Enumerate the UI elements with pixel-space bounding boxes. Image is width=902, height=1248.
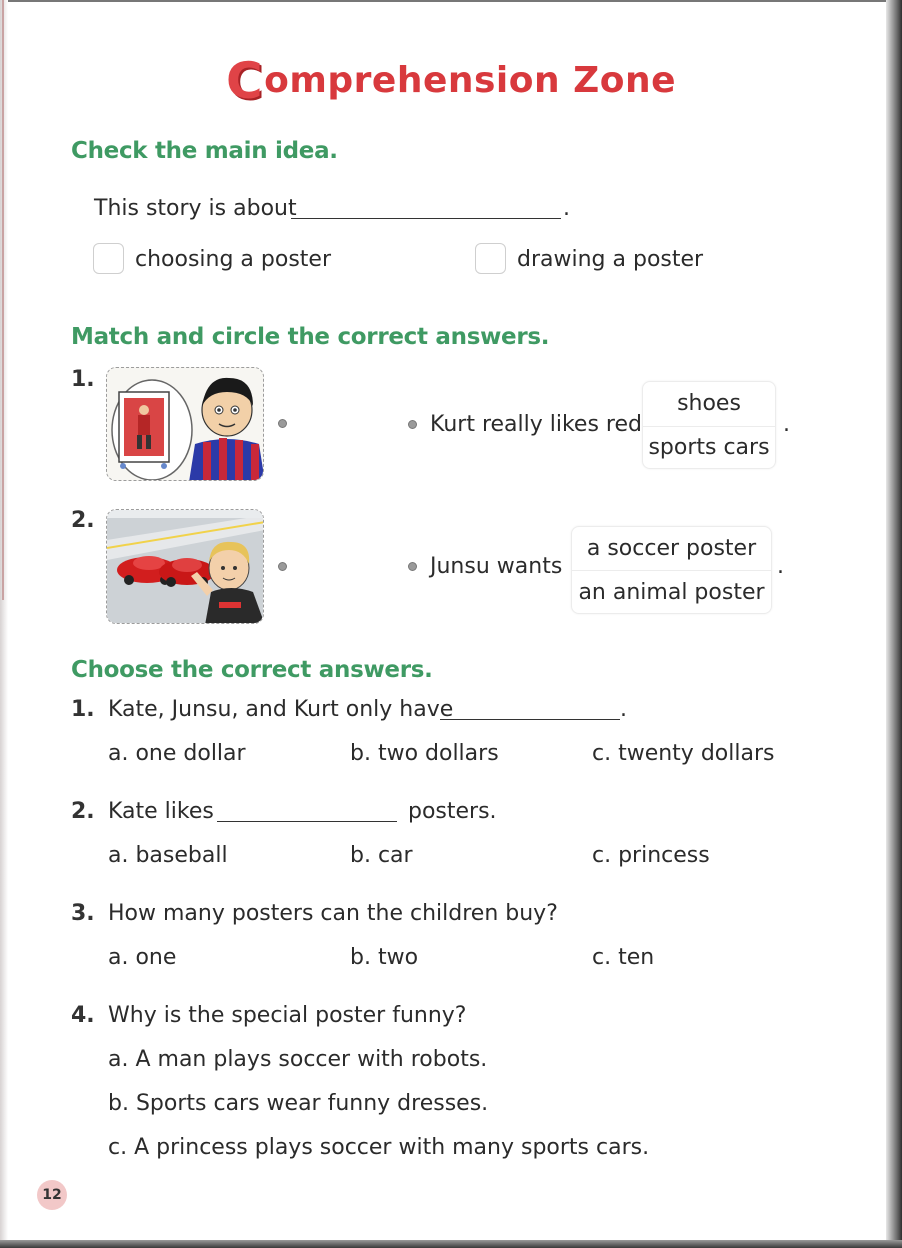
choice-soccer-poster[interactable]: a soccer poster: [586, 536, 757, 561]
match-choices-1: [642, 381, 776, 469]
choice-animal-poster[interactable]: an animal poster: [578, 580, 765, 605]
q1-option-a[interactable]: a. one dollar: [108, 741, 246, 766]
scan-edge-top: [0, 0, 902, 2]
choice-divider: [643, 426, 775, 427]
option-label-1: choosing a poster: [135, 247, 332, 272]
match-dot-right-2[interactable]: [408, 562, 417, 571]
scan-edge-bottom: [0, 1240, 902, 1248]
question-period-1: .: [620, 697, 627, 722]
question-after-2: posters.: [408, 799, 497, 824]
match-number-2: 2.: [71, 508, 95, 533]
question-number-3: 3.: [71, 901, 95, 926]
question-text-3: How many posters can the children buy?: [108, 901, 558, 926]
q1-option-b[interactable]: b. two dollars: [350, 741, 499, 766]
q3-option-a[interactable]: a. one: [108, 945, 177, 970]
match-dot-left-2[interactable]: [278, 562, 287, 571]
question-number-1: 1.: [71, 697, 95, 722]
choice-shoes[interactable]: shoes: [677, 391, 741, 416]
q1-option-c[interactable]: c. twenty dollars: [592, 741, 775, 766]
match-dot-right-1[interactable]: [408, 420, 417, 429]
choice-divider: [572, 570, 771, 571]
match-sentence-1: Kurt really likes red: [430, 412, 642, 437]
page-number: 12: [37, 1180, 67, 1210]
match-sentence-2: Junsu wants: [430, 554, 563, 579]
question-text-4: Why is the special poster funny?: [108, 1003, 467, 1028]
q4-option-c[interactable]: c. A princess plays soccer with many sports cars.: [108, 1135, 650, 1160]
q2-option-c[interactable]: c. princess: [592, 843, 710, 868]
main-idea-period: .: [563, 196, 570, 221]
picture-junsu-cars[interactable]: [106, 509, 264, 624]
question-number-2: 2.: [71, 799, 95, 824]
q3-option-c[interactable]: c. ten: [592, 945, 655, 970]
question-text-1: Kate, Junsu, and Kurt only have: [108, 697, 454, 722]
q3-option-b[interactable]: b. two: [350, 945, 419, 970]
match-period-1: .: [783, 412, 790, 437]
q4-option-b[interactable]: b. Sports cars wear funny dresses.: [108, 1091, 489, 1116]
picture-kurt-poster[interactable]: [106, 367, 264, 481]
option-label-2: drawing a poster: [517, 247, 704, 272]
match-number-1: 1.: [71, 367, 95, 392]
question-blank-2[interactable]: [217, 821, 397, 822]
question-blank-1[interactable]: [440, 719, 620, 720]
match-period-2: .: [777, 554, 784, 579]
main-idea-heading: Check the main idea.: [71, 138, 338, 164]
question-number-4: 4.: [71, 1003, 95, 1028]
match-heading: Match and circle the correct answers.: [71, 324, 550, 350]
scan-edge-right: [886, 0, 902, 1248]
match-choices-2: [571, 526, 772, 614]
q2-option-a[interactable]: a. baseball: [108, 843, 228, 868]
choice-sports-cars[interactable]: sports cars: [648, 435, 770, 460]
option-checkbox-2[interactable]: [475, 243, 506, 274]
match-dot-left-1[interactable]: [278, 419, 287, 428]
main-idea-prompt: This story is about: [94, 196, 297, 221]
choose-heading: Choose the correct answers.: [71, 657, 433, 683]
title-rest: omprehension Zone: [264, 60, 677, 101]
q2-option-b[interactable]: b. car: [350, 843, 413, 868]
main-idea-blank[interactable]: [291, 218, 561, 219]
kurt-illustration: [107, 368, 264, 481]
q4-option-a[interactable]: a. A man plays soccer with robots.: [108, 1047, 488, 1072]
junsu-illustration: [107, 510, 264, 624]
question-text-2: Kate likes: [108, 799, 214, 824]
title-initial: C: [225, 52, 264, 110]
option-checkbox-1[interactable]: [93, 243, 124, 274]
page-title: [0, 52, 902, 110]
